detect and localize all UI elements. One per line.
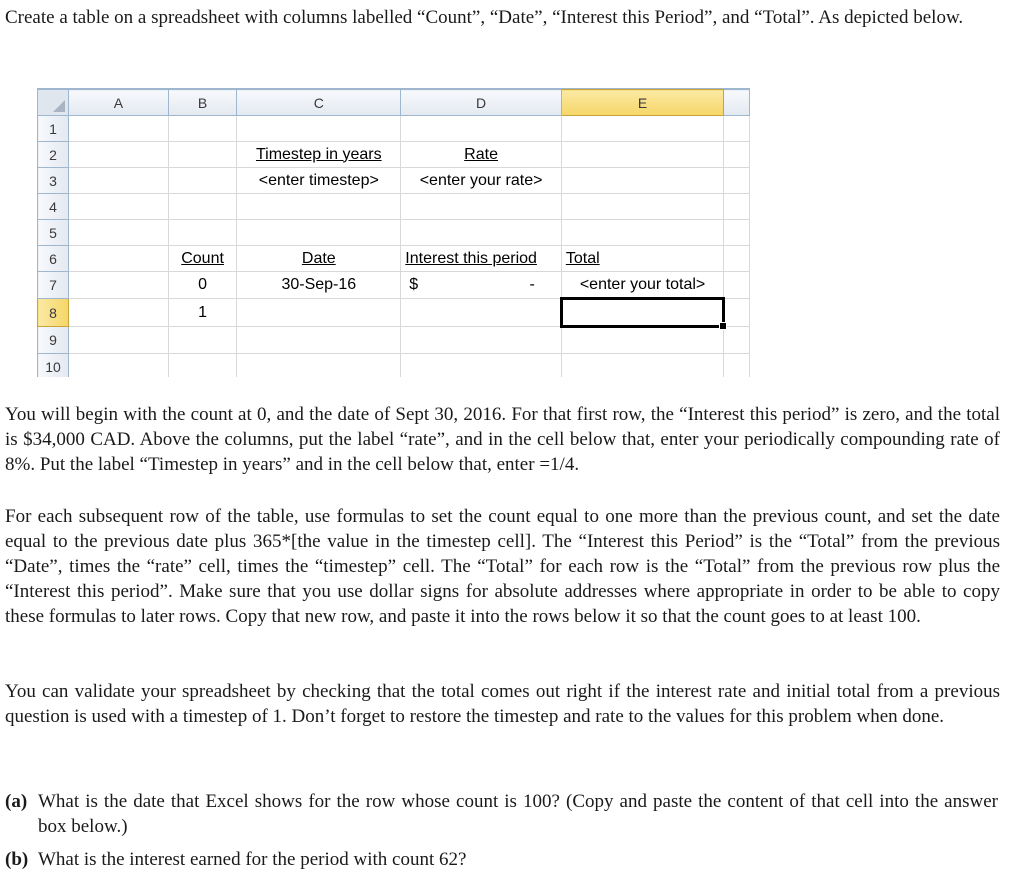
- question-b-label: (b): [5, 849, 29, 870]
- interest-dollar-sign: $: [409, 276, 419, 293]
- column-header-c[interactable]: C: [237, 90, 401, 116]
- question-a-text: What is the date that Excel shows for the row whose count is 100? (Copy and paste the content of that cell into the answer box below.): [38, 791, 998, 837]
- total-cell-0[interactable]: <enter your total>: [561, 272, 723, 299]
- row-header-6[interactable]: 6: [38, 246, 69, 272]
- instructions-paragraph-1: You will begin with the count at 0, and the date of Sept 30, 2016. For that first row, the “Interest this period” is zero, and the total is $34,000 CAD. Above the columns, put the label “rate”, and in the cell below that, enter your periodically compounding rate of 8%. Put the label “Timestep in years” and in the cell below that, enter =1/4.: [5, 404, 1000, 475]
- row-header-4[interactable]: 4: [38, 194, 69, 220]
- column-header-f[interactable]: [724, 90, 750, 116]
- count-header-cell[interactable]: Count: [181, 249, 224, 267]
- column-header-a[interactable]: A: [69, 90, 169, 116]
- intro-paragraph: Create a table on a spreadsheet with columns labelled “Count”, “Date”, “Interest this Period”, and “Total”. As depicted below.: [5, 7, 964, 28]
- column-header-b[interactable]: B: [168, 90, 236, 116]
- row-header-9[interactable]: 9: [38, 327, 69, 354]
- rate-label-cell[interactable]: Rate: [464, 145, 498, 163]
- rate-value-cell[interactable]: <enter your rate>: [401, 168, 562, 194]
- interest-dash: -: [529, 276, 535, 293]
- question-a: [5, 789, 1000, 839]
- date-header-cell[interactable]: Date: [301, 249, 336, 267]
- timestep-label-cell[interactable]: Timestep in years: [255, 145, 382, 163]
- count-cell-0[interactable]: 0: [168, 272, 236, 299]
- row-header-7[interactable]: 7: [38, 272, 69, 299]
- question-b-text: What is the interest earned for the period with count 62?: [38, 849, 467, 870]
- row-header-2[interactable]: 2: [38, 142, 69, 168]
- instructions-paragraph-2: For each subsequent row of the table, use formulas to set the count equal to one more than the previous count, and set the date equal to the previous date plus 365*[the value in the timestep cell]. The “Interest this Period” is the “Total” from the previous “Date”, times the “rate” cell, times the “timestep” cell. The “Total” for each row is the “Total” from the previous row plus the “Interest this period”. Make sure that you use dollar signs for absolute addresses where appropriate in order to be able to copy these formulas to later rows. Copy that new row, and paste it into the rows below it so that the count goes to at least 100.: [5, 506, 1000, 627]
- selected-cell-e8[interactable]: [561, 299, 723, 327]
- question-b: [5, 847, 1000, 872]
- total-header-cell[interactable]: Total: [565, 249, 600, 267]
- row-header-1[interactable]: 1: [38, 116, 69, 142]
- row-header-10[interactable]: 10: [38, 354, 69, 378]
- column-header-e[interactable]: E: [561, 90, 723, 116]
- fill-handle[interactable]: [719, 322, 727, 330]
- interest-header-cell[interactable]: Interest this period: [405, 249, 537, 267]
- date-cell-0[interactable]: 30-Sep-16: [237, 272, 401, 299]
- instructions-paragraph-3: You can validate your spreadsheet by checking that the total comes out right if the interest rate and initial total from a previous question is used with a timestep of 1. Don’t forget to restore the timestep and rate to the values for this problem when done.: [5, 681, 1000, 727]
- column-header-d[interactable]: D: [401, 90, 562, 116]
- row-header-3[interactable]: 3: [38, 168, 69, 194]
- timestep-value-cell[interactable]: <enter timestep>: [237, 168, 401, 194]
- select-all-corner[interactable]: [38, 90, 69, 116]
- row-header-5[interactable]: 5: [38, 220, 69, 246]
- question-a-label: (a): [5, 791, 28, 812]
- count-cell-1[interactable]: 1: [168, 299, 236, 327]
- spreadsheet-screenshot: [37, 88, 750, 377]
- row-header-8[interactable]: 8: [38, 299, 69, 327]
- interest-cell-0[interactable]: [401, 272, 562, 299]
